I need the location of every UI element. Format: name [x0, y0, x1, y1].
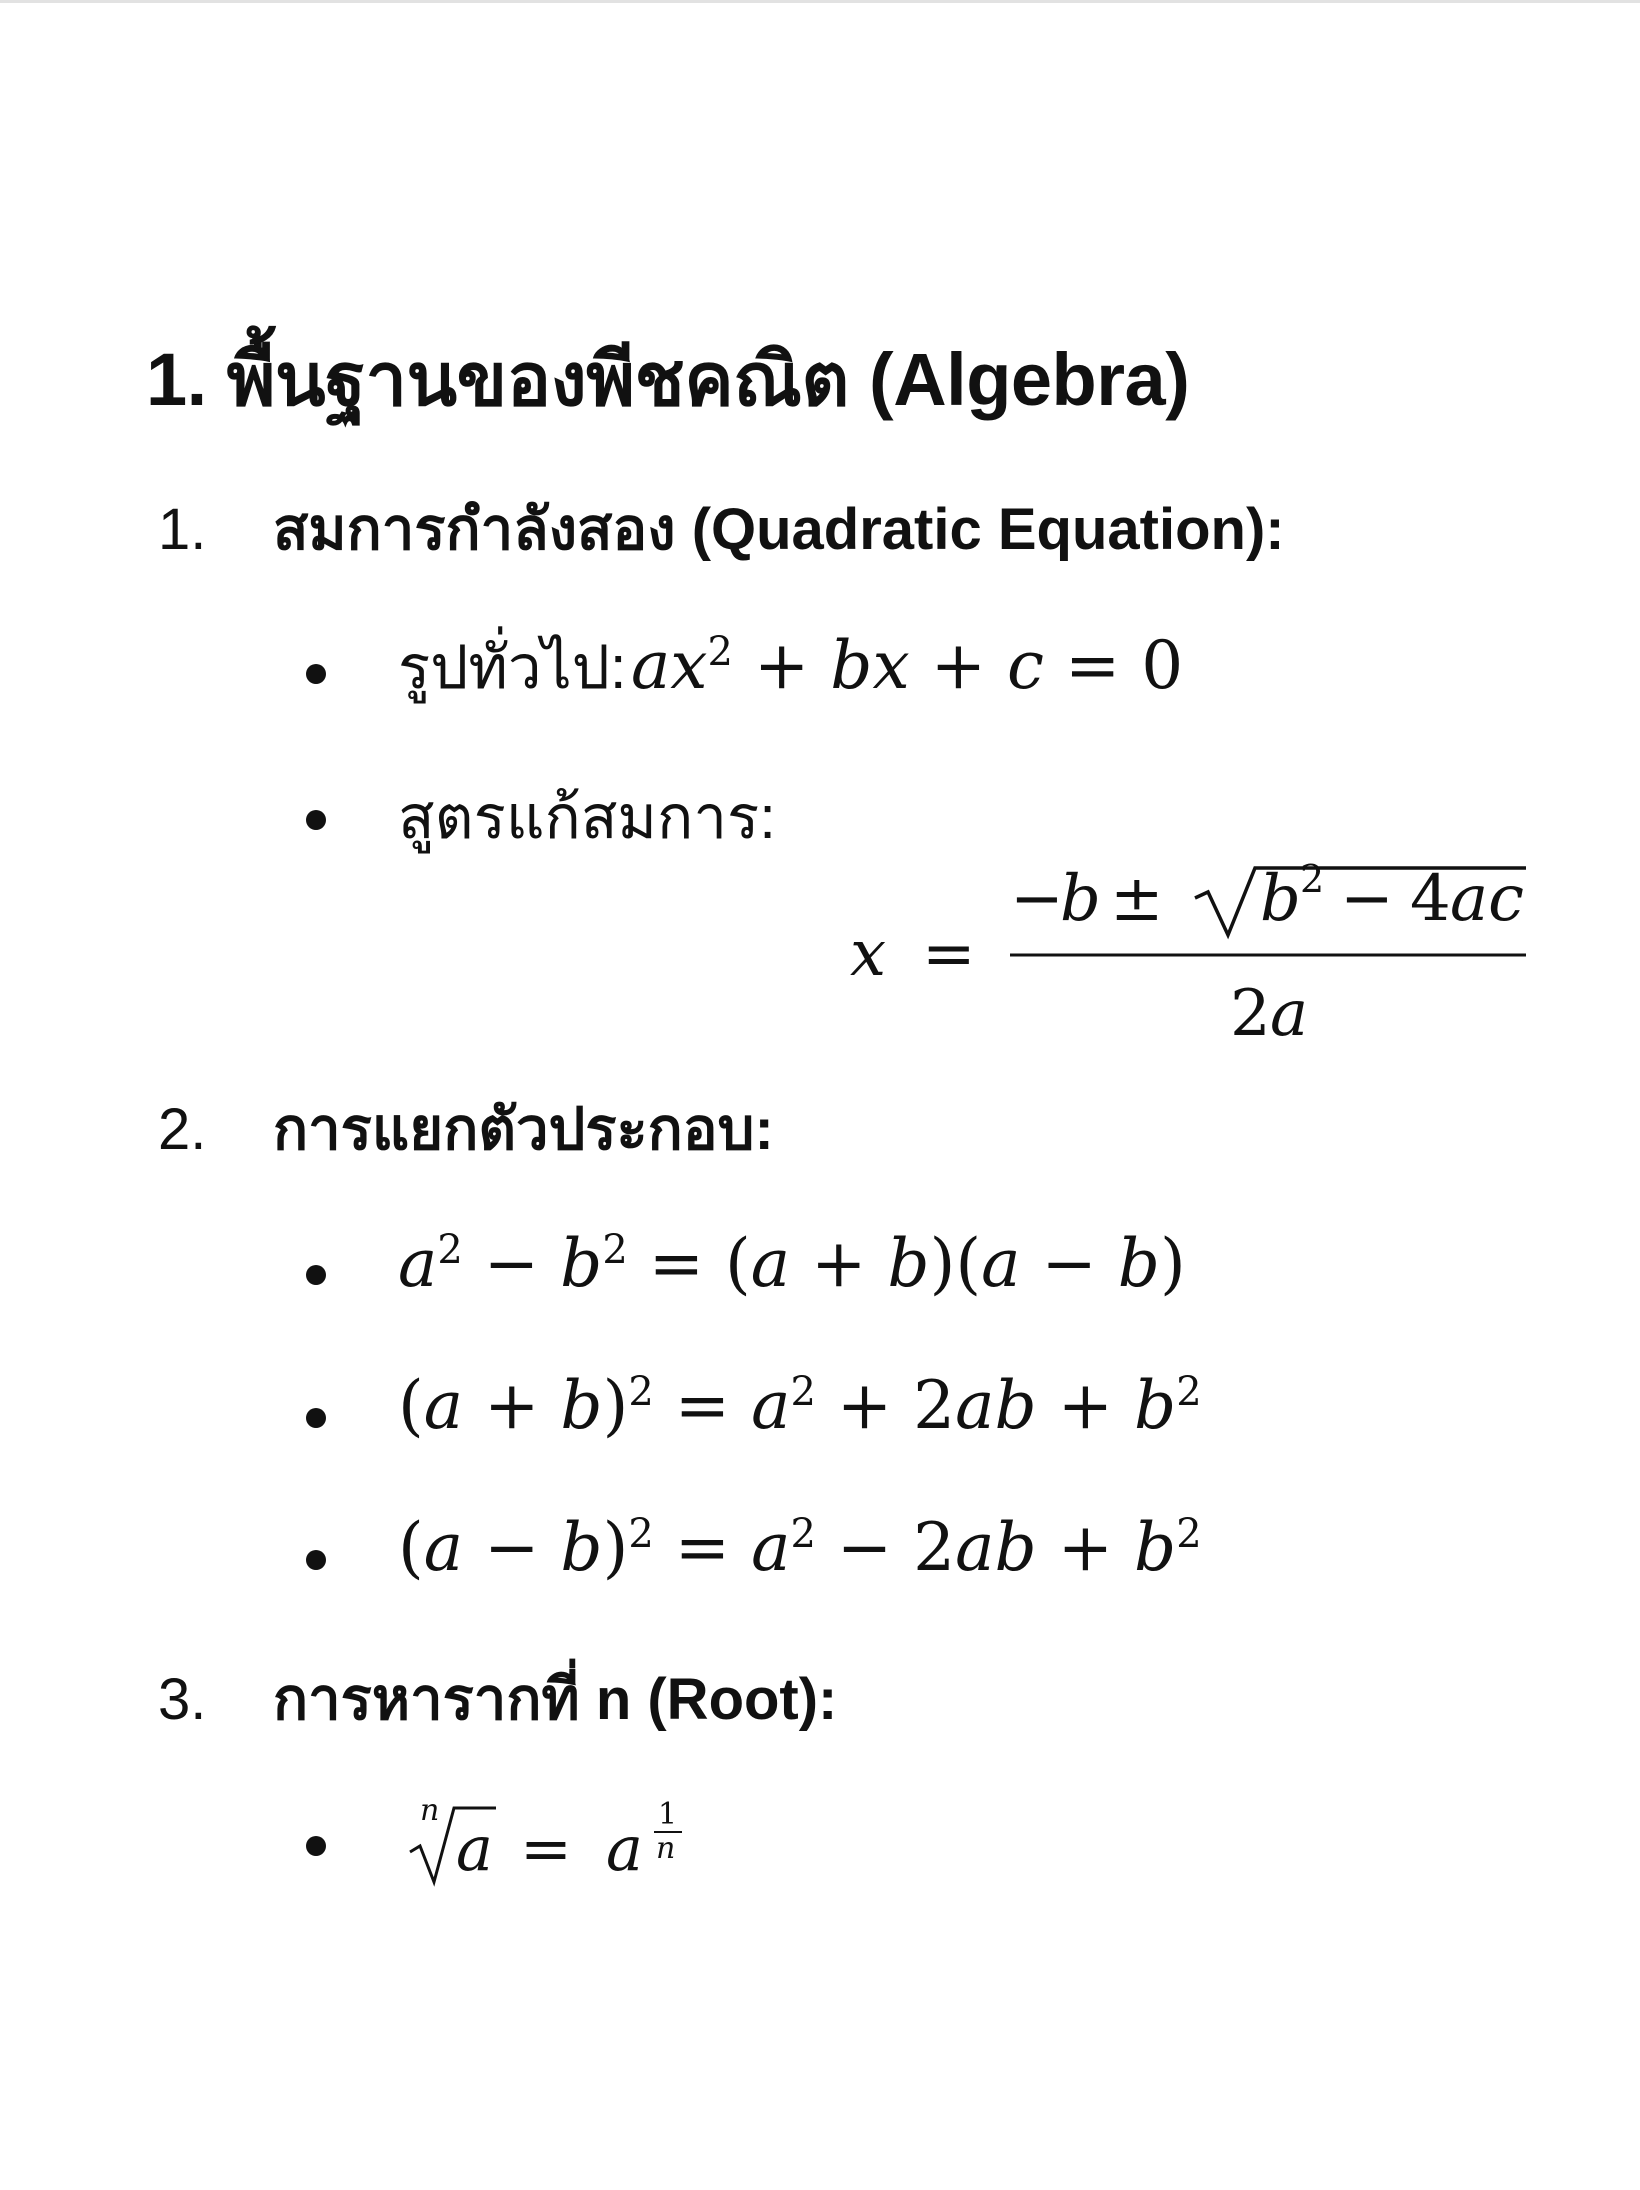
bullet-dot	[306, 810, 326, 830]
identity-square-of-sum: $(a + b)^2 = a^2 + 2ab + b^2$	[398, 1367, 1202, 1444]
svg-text:=: =	[922, 917, 976, 991]
general-form-label: รูปทั่วไป:	[398, 634, 627, 701]
svg-text:a: a	[606, 1812, 643, 1885]
svg-text:2: 2	[1230, 977, 1271, 1051]
svg-text:±: ±	[1110, 862, 1164, 936]
svg-text:n: n	[420, 1793, 440, 1828]
svg-text:2: 2	[1300, 857, 1325, 901]
bullet-dot	[306, 1265, 326, 1285]
svg-text:b: b	[1060, 862, 1101, 936]
top-divider	[0, 0, 1640, 3]
svg-text:x: x	[850, 917, 887, 991]
section-title: การหารากที่ n (Root):	[273, 1667, 838, 1732]
identity-square-of-difference: $(a - b)^2 = a^2 - 2ab + b^2$	[398, 1509, 1202, 1586]
svg-text:−: −	[1340, 862, 1394, 936]
svg-text:ac: ac	[1450, 862, 1524, 936]
page-title: 1. พื้นฐานของพีชคณิต (Algebra)	[146, 338, 1190, 421]
svg-text:a: a	[1270, 977, 1309, 1051]
svg-text:−: −	[1010, 862, 1064, 936]
root-identity	[398, 1790, 718, 1890]
section-number: 1.	[158, 497, 207, 562]
section-factoring	[158, 1090, 774, 1170]
svg-text:a: a	[456, 1812, 493, 1885]
general-form-item	[398, 620, 1183, 715]
section-title: สมการกำลังสอง (Quadratic Equation):	[273, 497, 1285, 562]
svg-text:1: 1	[658, 1797, 678, 1832]
section-quadratic	[158, 490, 1285, 570]
svg-text:=: =	[520, 1812, 572, 1885]
svg-text:b: b	[1260, 862, 1301, 936]
section-number: 3.	[158, 1667, 207, 1732]
svg-text:n: n	[656, 1831, 676, 1866]
section-title: การแยกตัวประกอบ:	[273, 1097, 774, 1162]
bullet-dot	[306, 1408, 326, 1428]
general-form-equation: $ax^2$ + bx + c = 0	[630, 627, 1184, 704]
section-root	[158, 1660, 837, 1740]
quadratic-formula	[850, 857, 1530, 1060]
svg-text:4: 4	[1410, 862, 1451, 936]
bullet-dot	[306, 1836, 326, 1856]
bullet-dot	[306, 1550, 326, 1570]
section-number: 2.	[158, 1097, 207, 1162]
bullet-dot	[306, 664, 326, 684]
identity-difference-of-squares: $a^2 - b^2 = (a + b)(a - b)$	[398, 1225, 1186, 1302]
formula-label: สูตรแก้สมการ:	[398, 784, 776, 851]
